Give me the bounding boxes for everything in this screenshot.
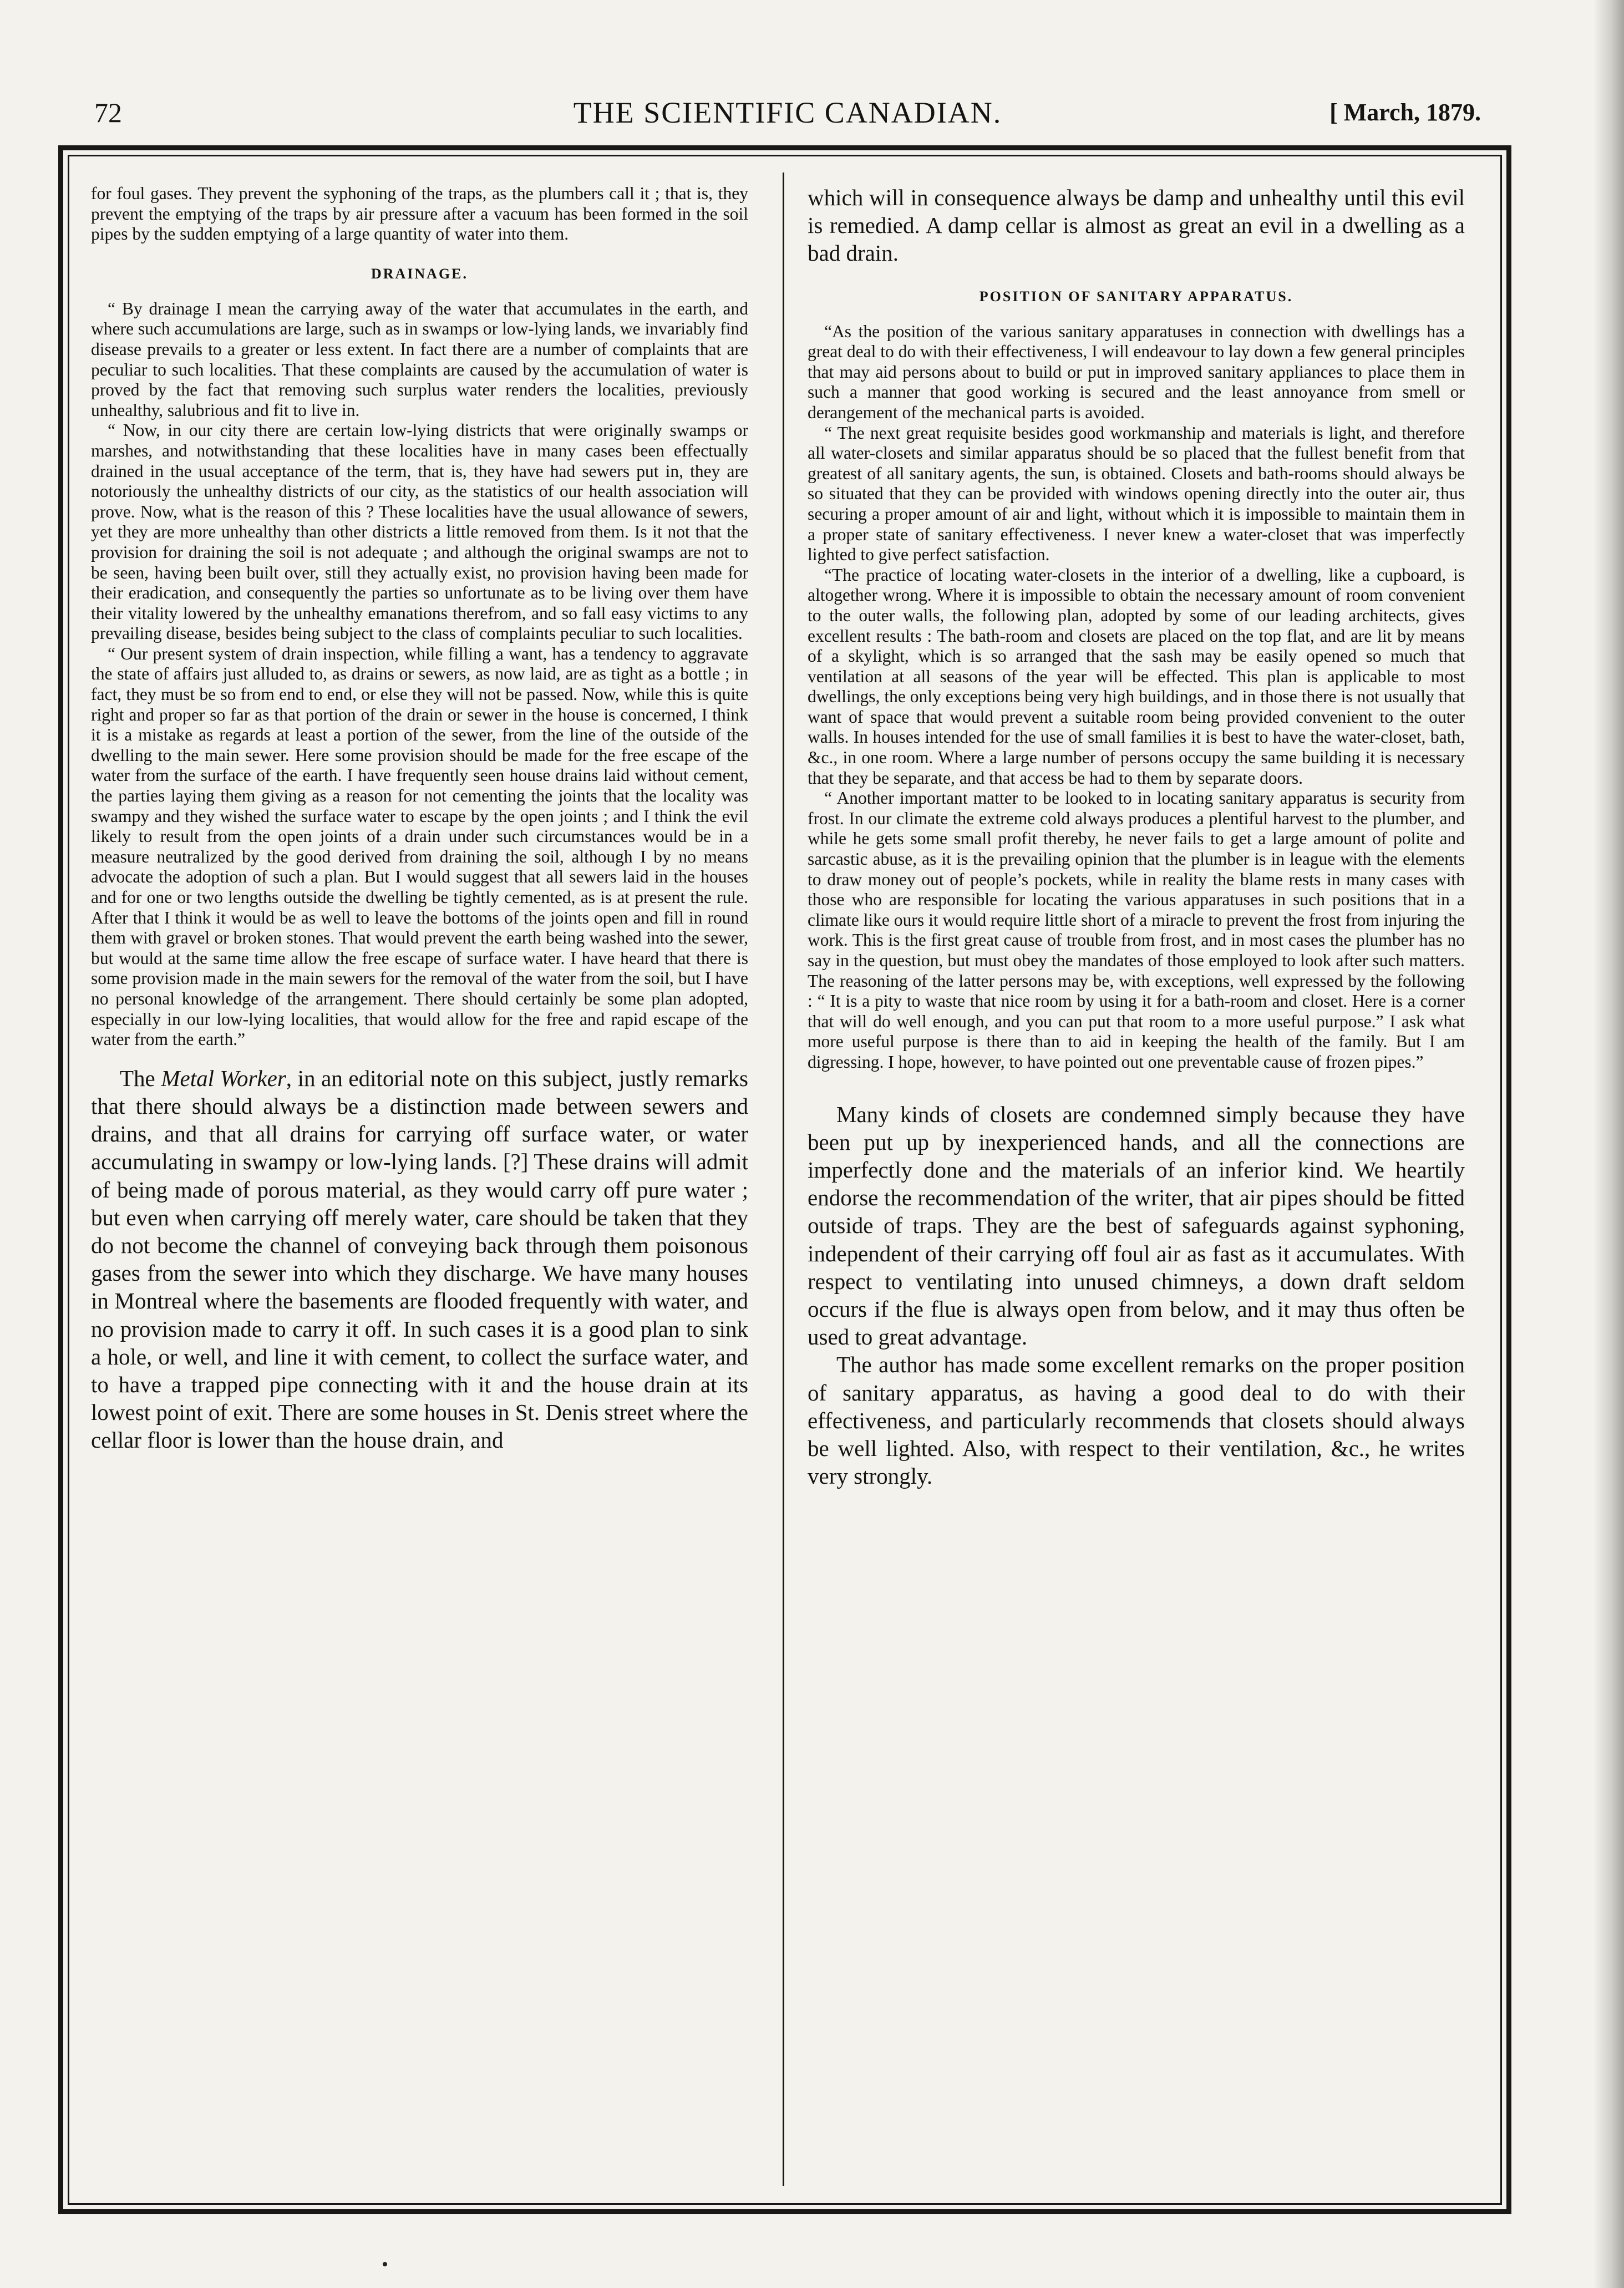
issue-date: [ March, 1879. [1329, 99, 1481, 126]
sanitary-paragraph-1: “As the position of the various sanitary apparatuses in connection with dwellings has a great deal to do with their effectiveness, I will endeavour to lay down a few general principles that may aid persons about to build or put in improved sanitary appliances to place them in such a manner that good working is secured and the least annoyance from smell or derangement of the mechanical parts is avoided. [808, 321, 1465, 422]
page-border-frame [58, 145, 1511, 2214]
scan-edge-shadow [1593, 0, 1624, 2288]
journal-title: THE SCIENTIFIC CANADIAN. [573, 96, 1002, 129]
column-divider [783, 173, 784, 2186]
spacer [91, 1050, 748, 1064]
metal-worker-title: Metal Worker [161, 1065, 286, 1091]
sanitary-apparatus-heading: POSITION OF SANITARY APPARATUS. [979, 288, 1293, 305]
print-speck [383, 2262, 387, 2266]
sanitary-paragraph-4: “ Another important matter to be looked to in locating sanitary apparatus is security from frost. In our climate the extreme cold always produces a plentiful harvest to the plumber, and while he gets some small profit thereby, he never fails to get a large amount of polite and sarcastic abuse, as it is the prevailing opinion that the plumber is in league with the elements to draw money out of people’s pockets, while in reality the blame rests in many cases with those who are responsible for locating the various apparatuses in such positions that in a climate like ours it would require little short of a miracle to prevent the frost from injuring the work. This is the first great cause of trouble from frost, and in most cases the plumber has no say in the question, but must obey the mandates of those employed to look after such matters. The reasoning of the latter persons may be, with exceptions, well expressed by the following : “ It is a pity to waste that nice room by using it for a bath-room and closet. Here is a corner that will do well enough, and you can put that room to a more useful purpose.” I ask what more useful purpose is there than to aid in keeping the health of the family. But I am digressing. I hope, however, to have pointed out one preventable cause of frozen pipes.” [808, 788, 1465, 1072]
page-number: 72 [94, 97, 122, 128]
left-column [91, 184, 748, 1454]
left-small-text [91, 184, 748, 1050]
left-intro-paragraph: for foul gases. They prevent the syphoning of the traps, as the plumbers call it ; that is, they prevent the emptying of the traps by air pressure after a vacuum has been formed in the soil pipes by the sudden emptying of a large quantity of water into them. [91, 184, 748, 244]
drainage-paragraph-1: “ By drainage I mean the carrying away of the water that accumulates in the earth, and where such accumulations are large, such as in swamps or low-lying lands, we invariably find disease prevails to a greater or less extent. In fact there are a number of complaints that are peculiar to such localities. That these complaints are caused by the accumulation of water is proved by the fact that removing such surplus water renders the localities, previously unhealthy, salubrious and fit to live in. [91, 298, 748, 420]
left-large-text [91, 1064, 748, 1454]
drainage-heading: DRAINAGE. [371, 265, 469, 282]
metal-worker-paragraph [91, 1064, 748, 1454]
drainage-paragraph-2: “ Now, in our city there are certain low-lying districts that were originally swamps or marshes, and notwithstanding that these localities have in many cases been effectually drained in the usual acceptance of the term, that is, they have had sewers put in, they are notoriously the unhealthy districts of our city, as the statistics of our health association will prove. Now, what is the reason of this ? These localities have the usual allowance of sewers, yet they are more unhealthy than other districts a little removed from them. Is it not that the provision for draining the soil is not adequate ; and although the original swamps are not to be seen, having been built over, still they actually exist, no provision having been made for their eradication, and consequently the parties so unfortunate as to be living over them have their vitality lowered by the unhealthy emanations therefrom, and so fall easy victims to any prevailing disease, besides being subject to the class of complaints peculiar to such localities. [91, 420, 748, 643]
closing-paragraph-2: The author has made some excellent remarks on the proper position of sanitary apparatus, as having a good deal to do with their effectiveness, and particularly recommends that closets should always be well lighted. Also, with respect to their ventilation, &c., he writes very strongly. [808, 1352, 1465, 1489]
right-large-intro [808, 184, 1465, 267]
editorial-rest: , in an editorial note on this subject, justly remarks that there should always be a distinction made between sewers and drains, and that all drains for carrying off surface water, or water accumulating in swampy or low-lying lands. [?] These drains will admit of being made of porous material, as they would carry off pure water ; but even when carrying off merely water, care should be taken that they do not become the channel of conveying back through them poisonous gases from the sewer into which they discharge. We have many houses in Montreal where the basements are flooded frequently with water, and no provision made to carry it off. In such cases it is a good plan to sink a hole, or well, and line it with cement, to collect the surface water, and to have a trapped pipe connecting with it and the house drain at its lowest point of exit. There are some houses in St. Denis street where the cellar floor is lower than the house drain, and [91, 1065, 748, 1453]
right-intro-paragraph: which will in consequence always be damp and unhealthy until this evil is remedied. A damp cellar is almost as great an evil in a dwelling as a bad drain. [808, 185, 1465, 266]
running-head [94, 93, 1481, 132]
closing-paragraph-1: Many kinds of closets are condemned simply because they have been put up by inexperienced hands, and all the connections are imperfectly done and the materials of an inferior kind. We heartily endorse the recommendation of the writer, that air pipes should be fitted outside of traps. They are the best of safeguards against syphoning, independent of their carrying off foul air as fast as it accumulates. With respect to ventilating into unused chimneys, a down draft seldom occurs if the flue is always open from below, and it may thus often be used to great advantage. [808, 1101, 1465, 1350]
right-small-text [808, 288, 1465, 1073]
right-large-text [808, 1100, 1465, 1490]
editorial-lead: The [120, 1065, 161, 1091]
drainage-paragraph-3: “ Our present system of drain inspection, while filling a want, has a tendency to aggravate the state of affairs just alluded to, as drains or sewers, as now laid, are as tight as a bottle ; in fact, they must be so from end to end, or else they will not be passed. Now, while this is quite right and proper so far as that portion of the drain or sewer in the house is concerned, I think it is a mistake as regards at least a portion of the sewer, from the line of the outside of the dwelling to the main sewer. Here some provision should be made for the free escape of the water from the surface of the earth. I have frequently seen house drains laid without cement, the parties laying them giving as a reason for not cementing the joints that the locality was swampy and they wished the surface water to escape by the open joints ; and I think the evil likely to result from the open joints of a drain under such circumstances would be in a measure neutralized by the good derived from draining the soil, although I by no means advocate the adoption of such a plan. But I would suggest that all sewers laid in the houses and for one or two lengths outside the dwelling be tightly cemented, as is at present the rule. After that I think it would be as well to leave the bottoms of the joints open and fill in round them with gravel or broken stones. That would prevent the earth being washed into the sewer, but would at the same time allow the free escape of surface water. I have heard that there is some provision made in the main sewers for the removal of the water from the soil, but I have no personal knowledge of the arrangement. There should certainly be some plan adopted, especially in our low-lying localities, that would allow for the free and rapid escape of the water from the earth.” [91, 643, 748, 1049]
right-column [808, 184, 1465, 1490]
sanitary-paragraph-3: “The practice of locating water-closets in the interior of a dwelling, like a cupboard, is altogether wrong. Where it is impossible to obtain the necessary amount of room convenient to the outer walls, the following plan, adopted by some of our leading architects, gives excellent results : The bath-room and closets are placed on the top flat, and are lit by means of a skylight, which is so arranged that the sash may be easily opened so much that ventilation at all seasons of the year will be effected. This plan is applicable to most dwellings, the only exceptions being very high buildings, and in those there is not usually that want of space that would prevent a suitable room being provided convenient to the outer walls. In houses intended for the use of small families it is best to have the water-closet, bath, &c., in one room. Where a large number of persons occupy the same building it is necessary that they be separate, and that access be had to them by separate doors. [808, 565, 1465, 788]
sanitary-paragraph-2: “ The next great requisite besides good workmanship and materials is light, and therefore all water-closets and similar apparatus should be so placed that the fullest benefit from that greatest of all sanitary agents, the sun, is obtained. Closets and bath-rooms should always be so situated that they can be provided with windows opening directly into the outer air, thus securing a proper amount of air and light, without which it is impossible to maintain them in a proper state of sanitary effectiveness. I never knew a water-closet that was imperfectly lighted to give perfect satisfaction. [808, 423, 1465, 565]
spacer [808, 1073, 1465, 1100]
